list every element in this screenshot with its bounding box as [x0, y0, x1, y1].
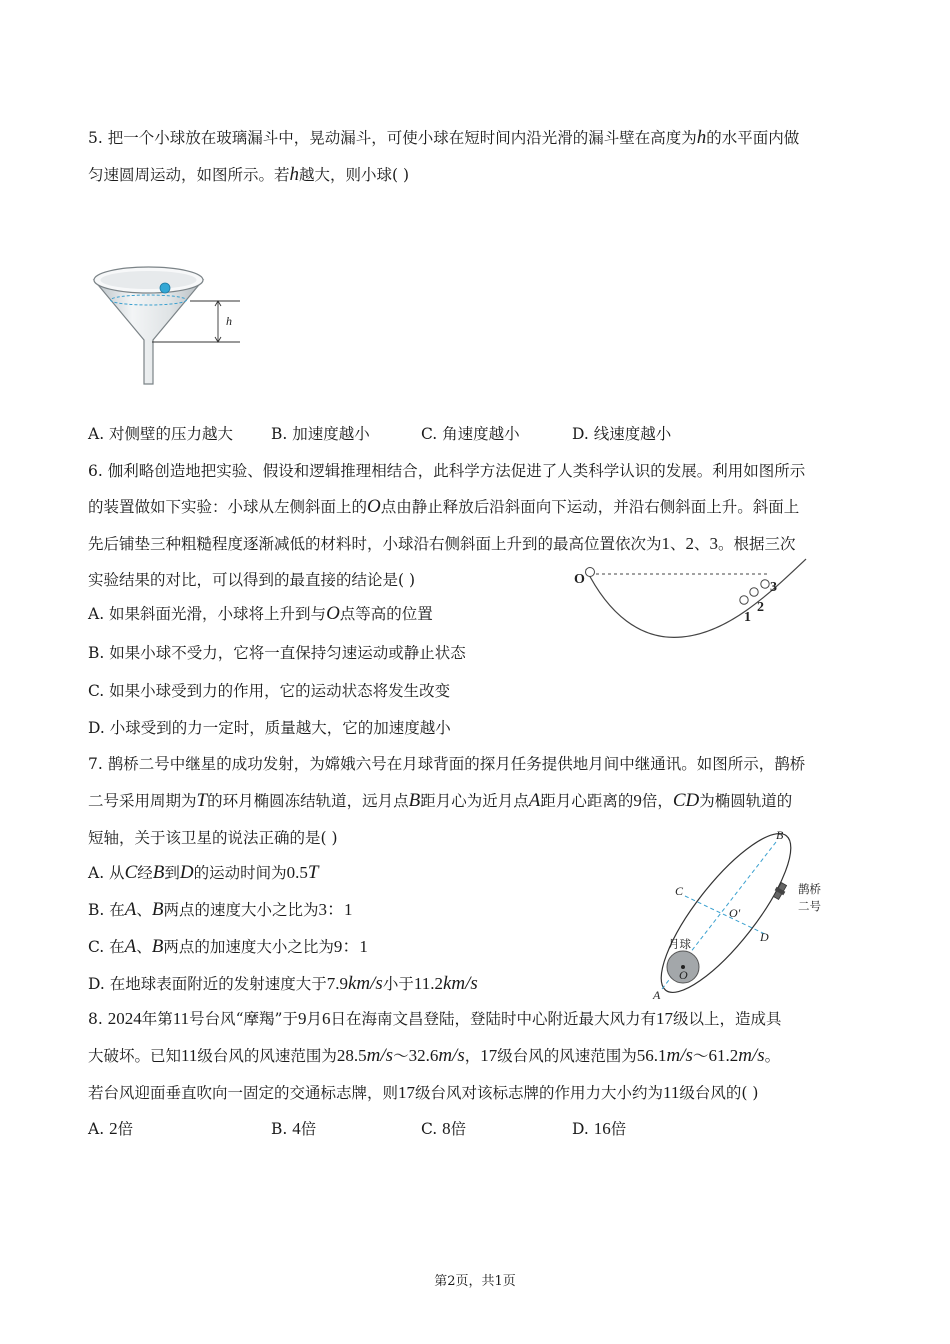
q8-line-3: 若台风迎面垂直吹向一固定的交通标志牌，则17级台风对该标志牌的作用力大小约为11级台风的( )	[88, 1083, 759, 1102]
fig-label-2: 2	[757, 600, 764, 615]
var-O: O	[326, 603, 340, 624]
fig-label-A: A	[653, 988, 661, 1002]
q7-line-2: 二号采用周期为T的环月椭圆冻结轨道，远月点B距月心为近月点A距月心距离的9倍，CD为椭圆轨道的	[88, 790, 793, 811]
var-O: O	[367, 496, 381, 517]
q6-line-3: 先后铺垫三种粗糙程度逐渐减低的材料时，小球沿右侧斜面上升到的最高位置依次为1、2、3。根据三次	[88, 534, 796, 553]
page-footer: 第2页，共1页	[434, 1274, 516, 1289]
q6-line-4: 实验结果的对比，可以得到的最直接的结论是( )	[88, 571, 416, 589]
q7-option-c[interactable]: C. 在A、B两点的加速度大小之比为9：1	[88, 936, 368, 957]
q7-option-d[interactable]: D. 在地球表面附近的发射速度大于7.9km/s小于11.2km/s	[88, 973, 478, 994]
funnel-figure	[90, 262, 270, 392]
fig-label-sat-2: 二号	[798, 899, 821, 913]
q5-line-1: 5. 把一个小球放在玻璃漏斗中，晃动漏斗，可使小球在短时间内沿光滑的漏斗壁在高度为h的水平面内做	[88, 127, 800, 148]
q7-option-b[interactable]: B. 在A、B两点的速度大小之比为3：1	[88, 899, 353, 920]
var-h: h	[289, 164, 300, 185]
fig-label-sat-1: 鹊桥	[798, 882, 821, 896]
q5-line-2: 匀速圆周运动，如图所示。若h越大，则小球( )	[88, 164, 410, 185]
q8-line-1: 8. 2024年第11号台风“摩羯”于9月6日在海南文昌登陆，登陆时中心附近最大风力有17级以上，造成具	[88, 1009, 782, 1028]
orbit-figure	[640, 825, 840, 1005]
q5-option-d[interactable]: D. 线速度越小	[572, 425, 672, 443]
fig-label-O-prime: O'	[729, 906, 741, 920]
fig-label-C: C	[675, 884, 684, 898]
q8-option-b[interactable]: B. 4倍	[271, 1119, 317, 1138]
q5-option-a[interactable]: A. 对侧壁的压力越大	[88, 425, 234, 443]
q8-option-c[interactable]: C. 8倍	[421, 1119, 467, 1138]
q6-option-d[interactable]: D. 小球受到的力一定时，质量越大，它的加速度越小	[88, 719, 451, 737]
q6-line-2: 的装置做如下实验：小球从左侧斜面上的O点由静止释放后沿斜面向下运动，并沿右侧斜面上升。斜面上	[88, 496, 800, 517]
fig-label-O: O	[574, 572, 585, 587]
q8-line-2: 大破坏。已知11级台风的风速范围为28.5m/s～32.6m/s，17级台风的风速范围为56.1m/s～61.2m/s。	[88, 1045, 781, 1066]
q8-option-a[interactable]: A. 2倍	[88, 1119, 134, 1138]
q7-option-a[interactable]: A. 从C经B到D的运动时间为0.5T	[88, 862, 319, 883]
galileo-slope-figure	[568, 555, 813, 645]
q7-line-1: 7. 鹊桥二号中继星的成功发射，为嫦娥六号在月球背面的探月任务提供地月间中继通讯。如图所示，鹊桥	[88, 755, 806, 773]
fig-label-D: D	[760, 930, 769, 944]
q5-option-c[interactable]: C. 角速度越小	[421, 425, 520, 443]
q6-option-a[interactable]: A. 如果斜面光滑，小球将上升到与O点等高的位置	[88, 603, 433, 624]
q5-option-b[interactable]: B. 加速度越小	[271, 425, 370, 443]
fig-label-3: 3	[770, 580, 777, 595]
fig-label-B: B	[776, 828, 784, 842]
q6-line-1: 6. 伽利略创造地把实验、假设和逻辑推理相结合，此科学方法促进了人类科学认识的发展。利用如图所示	[88, 462, 806, 480]
q8-option-d[interactable]: D. 16倍	[572, 1119, 627, 1138]
var-h: h	[696, 127, 707, 148]
q6-option-c[interactable]: C. 如果小球受到力的作用，它的运动状态将发生改变	[88, 682, 451, 700]
fig-label-1: 1	[744, 610, 751, 625]
fig-label-moon: 月球	[668, 937, 691, 951]
fig-label-h: h	[226, 314, 232, 328]
q7-line-3: 短轴，关于该卫星的说法正确的是( )	[88, 829, 338, 847]
fig-label-O: O	[679, 968, 688, 982]
q6-option-b[interactable]: B. 如果小球不受力，它将一直保持匀速运动或静止状态	[88, 644, 466, 662]
